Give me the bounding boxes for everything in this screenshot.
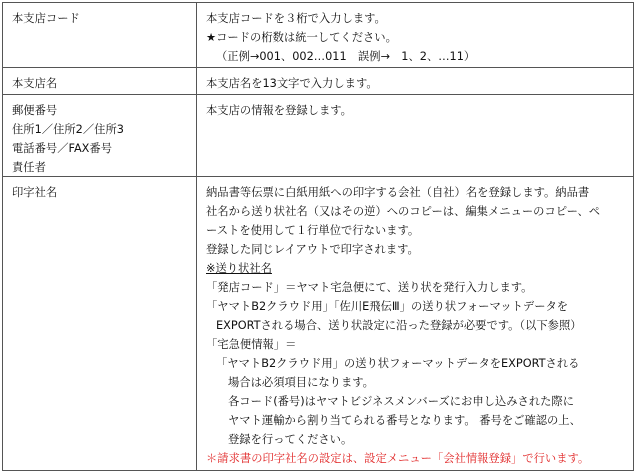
description-line: ヤマト運輸から割り当てられる番号となります。 番号をご確認の上、: [228, 414, 581, 427]
row-description: [197, 177, 633, 470]
description-line: 本支店コードを３桁で入力します。: [206, 12, 386, 25]
description-line: 場合は必須項目になります。: [228, 376, 374, 389]
description-line: （正例→001、002…011 誤例→ 1、2、…11）: [216, 50, 476, 63]
invoice-note: ＊請求書の印字社名の設定は、設定メニュー「会社情報登録」で行います。: [206, 452, 590, 465]
table-row-contact-info: [3, 94, 633, 176]
description-line: 「宅急便情報」＝: [206, 338, 297, 351]
table-row-branch-code: [3, 3, 633, 67]
row-label: [3, 177, 197, 470]
label-line: 本支店名: [12, 77, 58, 90]
label-line: 本支店コード: [12, 12, 80, 25]
description-line: 本支店名を13文字で入力します。: [206, 77, 378, 90]
row-description: [197, 95, 633, 176]
description-line: ★コードの桁数は統一してください。: [206, 31, 397, 44]
description-line: ーストを使用して１行単位で行ないます。: [206, 224, 420, 237]
row-description: [197, 68, 633, 94]
label-line: 郵便番号: [12, 104, 58, 117]
description-line: 登録した同じレイアウトで印字されます。: [206, 243, 419, 256]
row-label: [3, 68, 197, 94]
description-line: 社名から送り状社名（又はその逆）へのコピーは、編集メニューのコピー、ペ: [206, 205, 601, 218]
description-line: 各コード(番号)はヤマトビジネスメンバーズにお申し込みされた際に: [228, 395, 575, 408]
table-row-print-company-name: [3, 176, 633, 470]
row-description: [197, 3, 633, 67]
description-line: 納品書等伝票に白紙用紙への印字する会社（自社）名を登録します。納品書: [206, 186, 590, 199]
label-line: 電話番号／FAX番号: [12, 142, 113, 155]
section-heading: ※送り状社名: [206, 262, 272, 275]
label-line: 印字社名: [12, 186, 58, 199]
description-line: 「発店コード」＝ヤマト宅急便にて、送り状を発行入力します。: [206, 281, 533, 294]
settings-table: [2, 2, 634, 471]
table-row-branch-name: [3, 67, 633, 94]
description-line: EXPORTされる場合、送り状設定に沿った登録が必要です。（以下参照）: [216, 319, 582, 332]
label-line: 住所1／住所2／住所3: [12, 123, 124, 136]
description-line: 「ヤマトB2クラウド用」の送り状フォーマットデータをEXPORTされる: [216, 357, 580, 370]
row-label: [3, 3, 197, 67]
description-line: 登録を行ってください。: [228, 433, 353, 446]
description-line: 「ヤマトB2クラウド用」「佐川E飛伝Ⅲ」の送り状フォーマットデータを: [206, 300, 569, 313]
row-label: [3, 95, 197, 176]
description-line: 本支店の情報を登録します。: [206, 104, 352, 117]
label-line: 責任者: [12, 161, 46, 174]
